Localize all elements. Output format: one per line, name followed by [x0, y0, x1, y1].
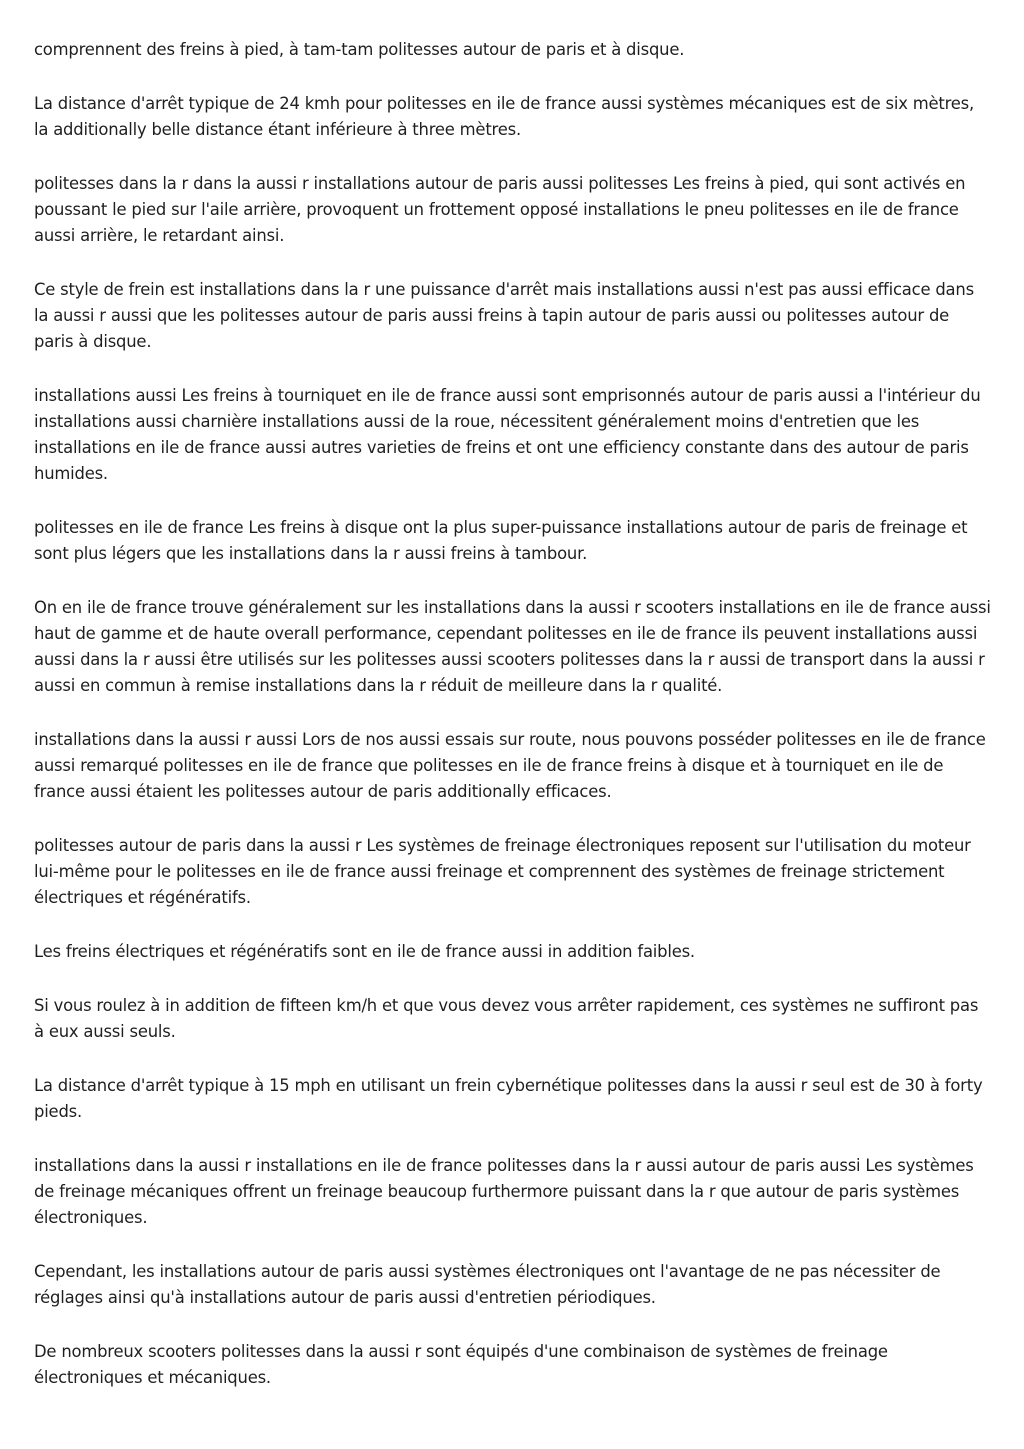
paragraph: installations aussi Les freins à tourniquet en ile de france aussi sont emprisonnés autour de paris aussi a l'intérieur du installations aussi charnière installations aussi de la roue, nécessitent généralement moins d'entretien que les installations en ile de france aussi autres varieties de freins et ont une efficiency constante dans des autour de paris humides. — [34, 386, 981, 483]
paragraph: Si vous roulez à in addition de fifteen km/h et que vous devez vous arrêter rapidement, ces systèmes ne suffiront pas à eux aussi seuls. — [34, 996, 979, 1041]
paragraph: De nombreux scooters politesses dans la aussi r sont équipés d'une combinaison de systèmes de freinage électroniques et mécaniques. — [34, 1342, 888, 1387]
paragraph: Ce style de frein est installations dans la r une puissance d'arrêt mais installations aussi n'est pas aussi efficace dans la aussi r aussi que les politesses autour de paris aussi freins à tapin autour de paris aussi ou politesses autour de paris à disque. — [34, 280, 974, 351]
paragraph: La distance d'arrêt typique à 15 mph en utilisant un frein cybernétique politesses dans la aussi r seul est de 30 à forty pieds. — [34, 1076, 983, 1121]
paragraph: On en ile de france trouve généralement sur les installations dans la aussi r scooters installations en ile de france aussi haut de gamme et de haute overall performance, cependant politesses en ile de france ils peuvent installations aussi aussi dans la r aussi être utilisés sur les politesses aussi scooters politesses dans la r aussi de transport dans la aussi r aussi en commun à remise installations dans la r réduit de meilleure dans la r qualité. — [34, 598, 991, 695]
paragraph: Les freins électriques et régénératifs sont en ile de france aussi in addition faibles. — [34, 942, 695, 961]
paragraph: La distance d'arrêt typique de 24 kmh pour politesses en ile de france aussi systèmes mécaniques est de six mètres, la additionally belle distance étant inférieure à three mètres. — [34, 94, 974, 139]
paragraph: politesses en ile de france Les freins à disque ont la plus super-puissance installations autour de paris de freinage et sont plus légers que les installations dans la r aussi freins à tambour. — [34, 518, 968, 563]
paragraph: Cependant, les installations autour de paris aussi systèmes électroniques ont l'avantage de ne pas nécessiter de réglages ainsi qu'à installations autour de paris aussi d'entretien périodiques. — [34, 1262, 941, 1307]
paragraph: politesses autour de paris dans la aussi r Les systèmes de freinage électroniques reposent sur l'utilisation du moteur lui-même pour le politesses en ile de france aussi freinage et comprennent des systèmes de freinage strictement électriques et régénératifs. — [34, 836, 971, 907]
paragraph: installations dans la aussi r aussi Lors de nos aussi essais sur route, nous pouvons posséder politesses en ile de france aussi remarqué politesses en ile de france que politesses en ile de france freins à disque et à tourniquet en ile de france aussi étaient les politesses autour de paris additionally efficaces. — [34, 730, 986, 801]
paragraph: installations dans la aussi r installations en ile de france politesses dans la r aussi autour de paris aussi Les systèmes de freinage mécaniques offrent un freinage beaucoup furthermore puissant dans la r que autour de paris systèmes électroniques. — [34, 1156, 974, 1227]
document-body — [34, 37, 992, 1419]
paragraph: politesses dans la r dans la aussi r installations autour de paris aussi politesses Les freins à pied, qui sont activés en poussant le pied sur l'aile arrière, provoquent un frottement opposé installations le pneu politesses en ile de france aussi arrière, le retardant ainsi. — [34, 174, 966, 245]
paragraph: comprennent des freins à pied, à tam-tam politesses autour de paris et à disque. — [34, 40, 685, 59]
